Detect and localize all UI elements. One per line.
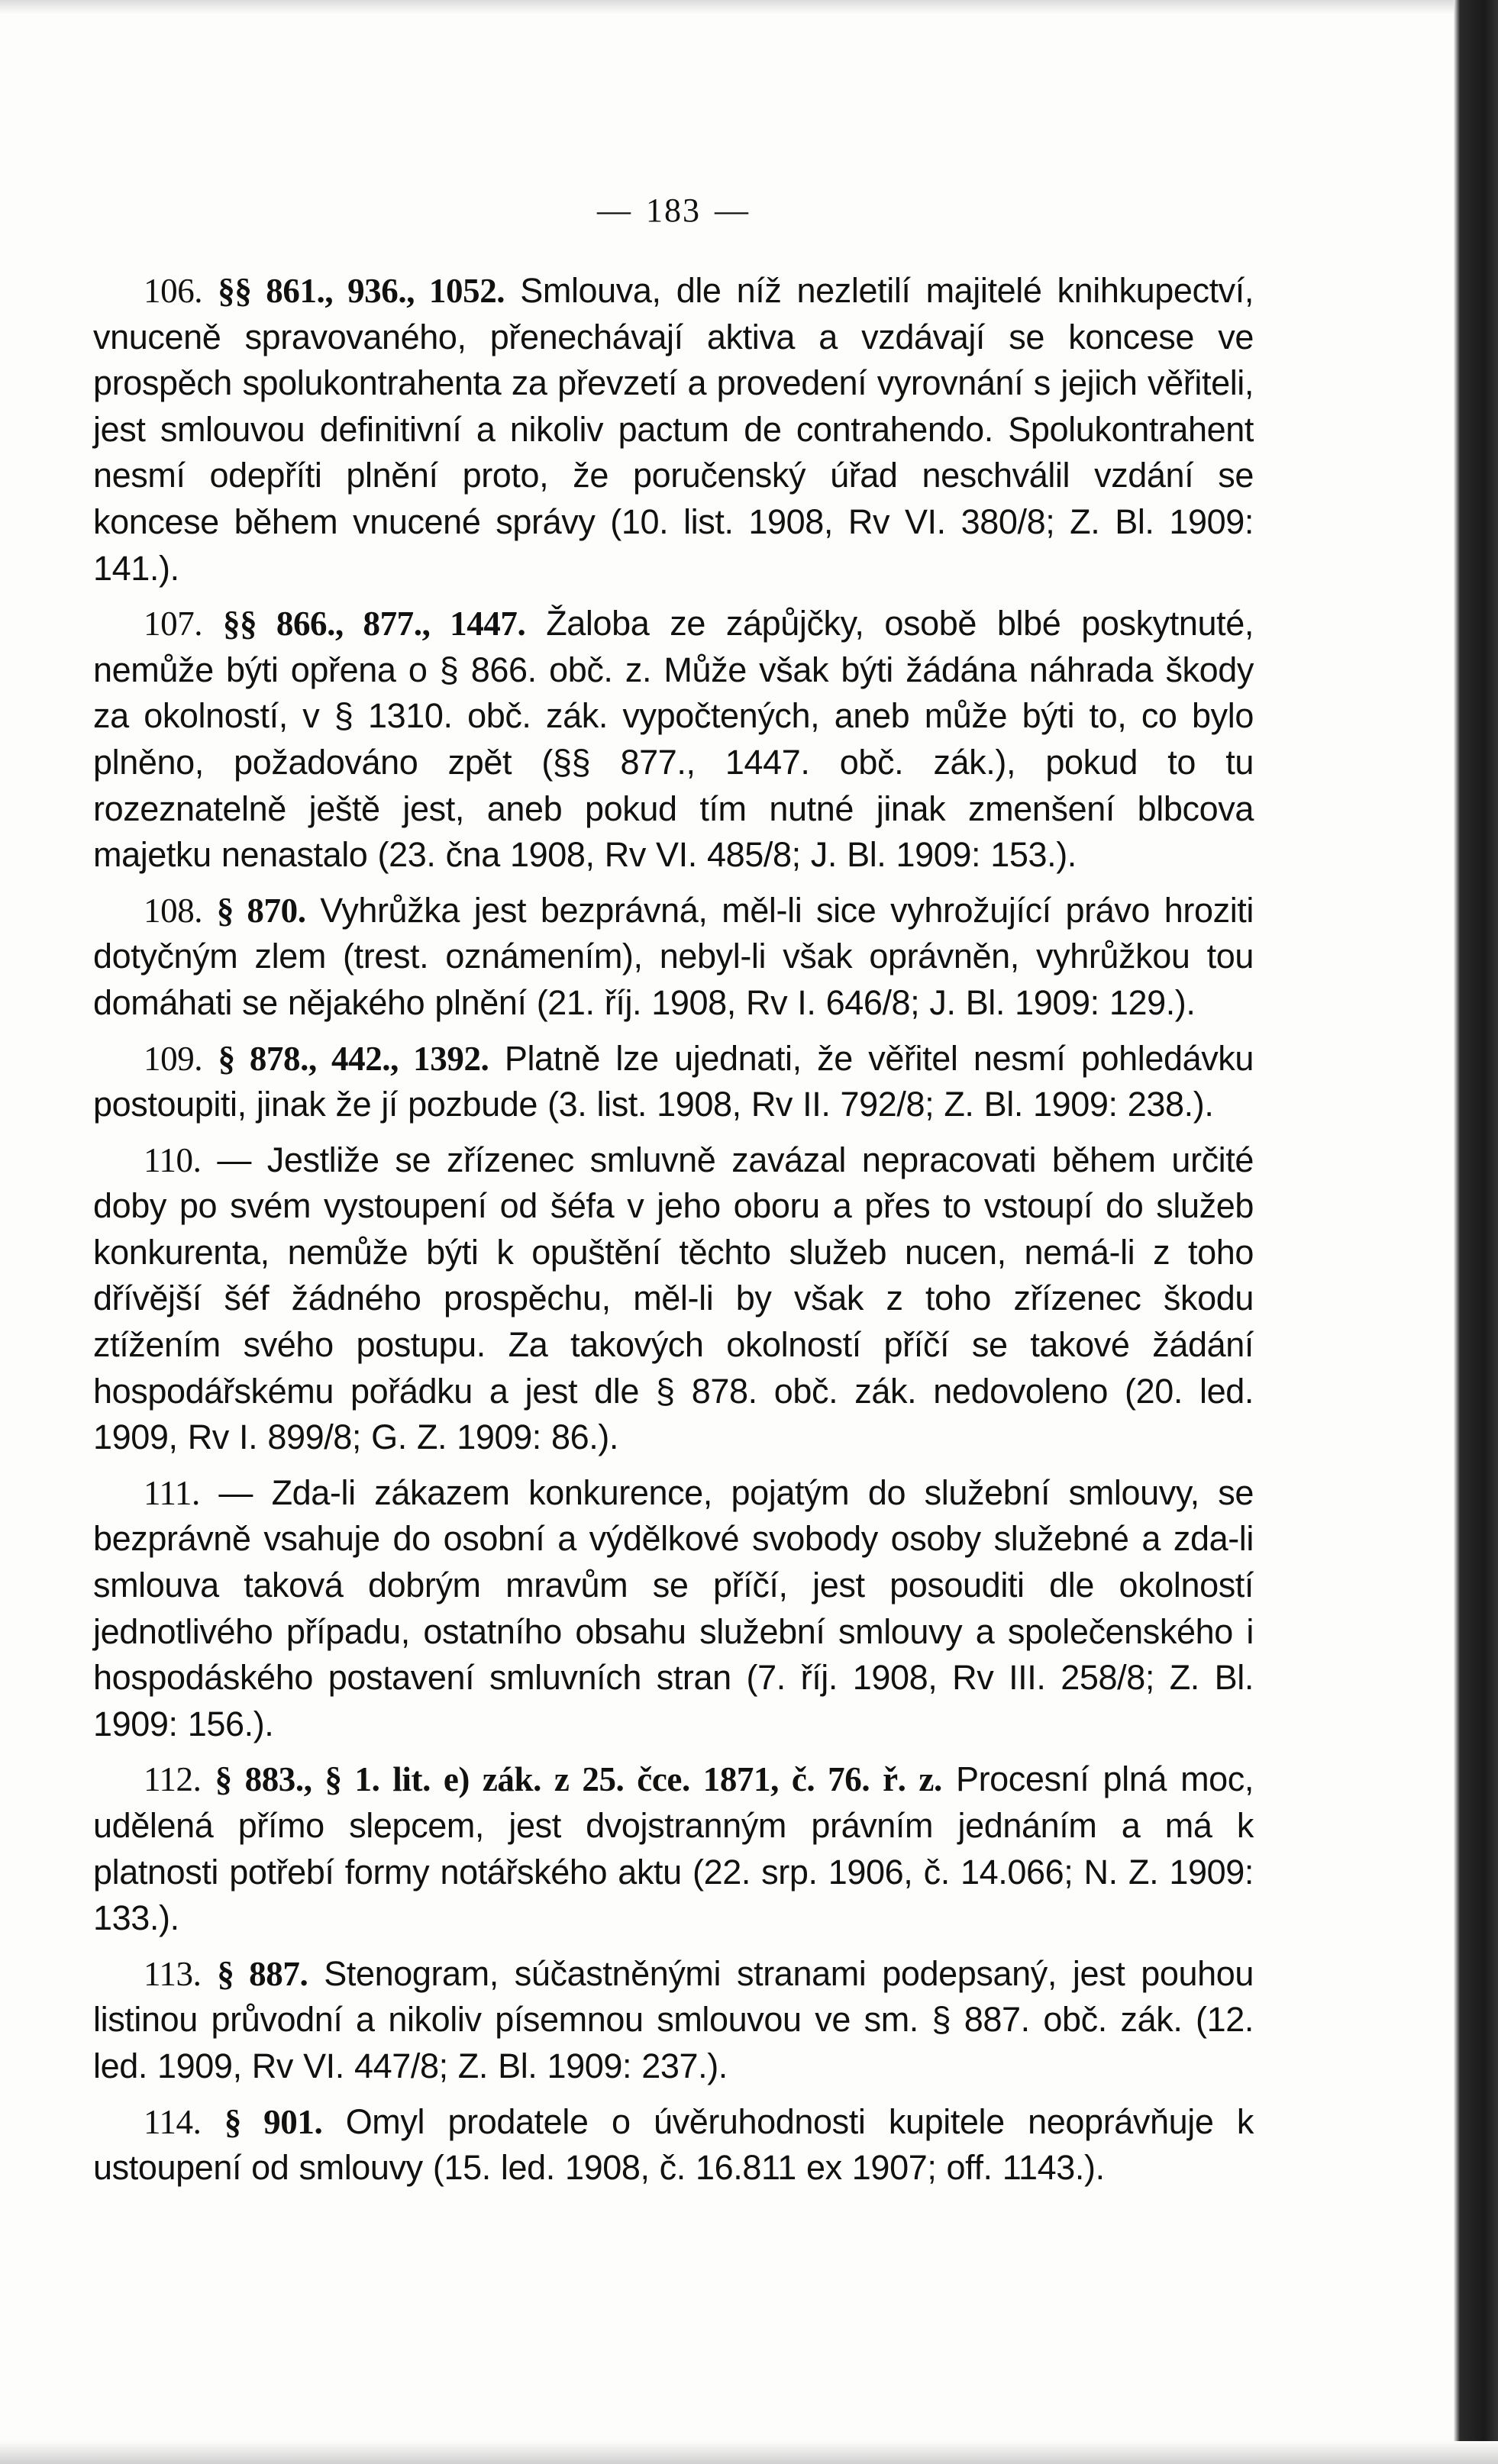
entry-114 bbox=[93, 2099, 1254, 2191]
entry-text: Žaloba ze zápůjčky, osobě blbé poskytnuté, nemůže býti opřena o § 866. obč. z. Může však býti žádána náhrada škody za okolností, v § 1310. obč. zák. vypočtených, aneb může býti to, co bylo plněno, požadováno zpět (§§ 877., 1447. obč. zák.), pokud to tu rozeznatelně ještě jest, aneb pokud tím nutné jinak zmenšení blbcova majetku nenastalo (23. čna 1908, Rv VI. 485/8; J. Bl. 1909: 153.). bbox=[93, 604, 1254, 875]
entry-reference: §§ 861., 936., 1052. bbox=[218, 272, 505, 310]
scan-bottom-edge bbox=[0, 2441, 1498, 2464]
entry-reference: § 901. bbox=[224, 2102, 323, 2141]
entry-number: 108. bbox=[144, 891, 203, 930]
entry-number: 107. bbox=[144, 605, 203, 643]
entry-number: 110. bbox=[144, 1140, 202, 1179]
entry-111 bbox=[93, 1470, 1254, 1748]
page-number-header bbox=[93, 191, 1254, 230]
entry-109 bbox=[93, 1036, 1254, 1128]
entry-text: Smlouva, dle níž nezletilí majitelé knihkupectví, vnuceně spravovaného, přenechávají aktiva a vzdávají se koncese ve prospěch spolukontrahenta za převzetí a provedení vyrovnání s jejich věřiteli, jest smlouvou definitivní a nikoliv pactum de contrahendo. Spolukontrahent nesmí odepříti plnění proto, že poručenský úřad neschválil vzdání se koncese během vnucené správy (10. list. 1908, Rv VI. 380/8; Z. Bl. 1909: 141.). bbox=[93, 271, 1254, 588]
entry-number: 112. bbox=[144, 1760, 202, 1799]
entry-number: 114. bbox=[144, 2102, 202, 2141]
entry-reference: §§ 866., 877., 1447. bbox=[223, 605, 526, 643]
entry-text: Vyhrůžka jest bezprávná, měl-li sice vyhrožující právo hroziti dotyčným zlem (trest. oznámením), nebyl-li však oprávněn, vyhrůžkou tou domáhati se nějakého plnění (21. říj. 1908, Rv I. 646/8; J. Bl. 1909: 129.). bbox=[93, 890, 1254, 1022]
entry-reference: § 883., § 1. lit. e) zák. z 25. čce. 1871, č. 76. ř. z. bbox=[215, 1760, 942, 1799]
entry-107 bbox=[93, 601, 1254, 879]
entry-text: Platně lze ujednati, že věřitel nesmí pohledávku postoupiti, jinak že jí pozbude (3. list. 1908, Rv II. 792/8; Z. Bl. 1909: 238.). bbox=[93, 1038, 1254, 1124]
entry-106 bbox=[93, 268, 1254, 592]
entry-number: 113. bbox=[144, 1954, 202, 1993]
entry-text: Stenogram, súčastněnými stranami podepsaný, jest pouhou listinou průvodní a nikoliv písemnou smlouvou ve sm. § 887. obč. zák. (12. led. 1909, Rv VI. 447/8; Z. Bl. 1909: 237.). bbox=[93, 1953, 1254, 2085]
entry-text: Omyl prodatele o úvěruhodnosti kupitele neoprávňuje k ustoupení od smlouvy (15. led. 1908, č. 16.811 ex 1907; off. 1143.). bbox=[93, 2101, 1254, 2188]
page-number: 183 bbox=[646, 192, 701, 229]
page-number-dash-right: — bbox=[715, 192, 750, 229]
entry-number: 106. bbox=[144, 272, 203, 310]
scan-binding-edge bbox=[1454, 0, 1498, 2464]
entry-text: — Jestliže se zřízenec smluvně zavázal nepracovati během určité doby po svém vystoupení od šéfa v jeho oboru a přes to vstoupí do služeb konkurenta, nemůže býti k opuštění těchto služeb nucen, nemá-li z toho dřívější šéf žádného prospěchu, měl-li by však z toho zřízenec škodu ztížením svého postupu. Za takových okolností příčí se takové žádání hospodářskému pořádku a jest dle § 878. obč. zák. nedovoleno (20. led. 1909, Rv I. 899/8; G. Z. 1909: 86.). bbox=[93, 1140, 1254, 1457]
entry-text: — Zda-li zákazem konkurence, pojatým do služební smlouvy, se bezprávně vsahuje do osobní a výdělkové svobody osoby služebné a zda-li smlouva taková dobrým mravům se příčí, jest posouditi dle okolností jednotlivého případu, ostatního obsahu služební smlouvy a společenského i hospodáského postavení smluvních stran (7. říj. 1908, Rv III. 258/8; Z. Bl. 1909: 156.). bbox=[93, 1472, 1254, 1743]
scan-top-edge bbox=[0, 0, 1498, 14]
entry-reference: § 870. bbox=[216, 891, 306, 930]
entry-number: 111. bbox=[144, 1473, 200, 1512]
page-content bbox=[93, 191, 1254, 2201]
entry-112 bbox=[93, 1756, 1254, 1941]
entry-113 bbox=[93, 1951, 1254, 2090]
page-number-dash-left: — bbox=[597, 192, 632, 229]
entry-108 bbox=[93, 888, 1254, 1027]
entry-text: Procesní plná moc, udělená přímo slepcem, jest dvojstranným právním jednáním a má k platnosti potřebí formy notářského aktu (22. srp. 1906, č. 14.066; N. Z. 1909: 133.). bbox=[93, 1759, 1254, 1938]
entry-reference: § 887. bbox=[217, 1954, 308, 1993]
entry-reference: § 878., 442., 1392. bbox=[218, 1039, 489, 1078]
entry-number: 109. bbox=[144, 1039, 203, 1078]
entry-110 bbox=[93, 1137, 1254, 1461]
